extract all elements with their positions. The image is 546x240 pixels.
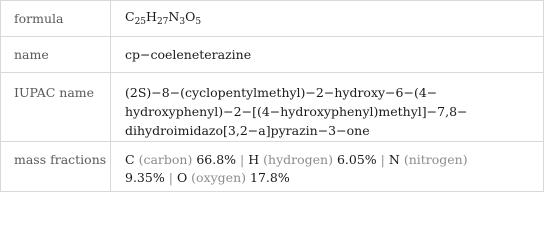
element-percent: 66.8% (196, 152, 237, 167)
table-row-name (1, 37, 544, 73)
iupac-line: (2S)−8−(cyclopentylmethyl)−2−hydroxy−6−(4− (125, 85, 438, 100)
mass-fractions-line-2 (125, 169, 535, 187)
element-percent: 17.8% (250, 170, 290, 185)
table-row-formula (1, 1, 544, 37)
row-label: formula (1, 1, 111, 37)
iupac-line: hydroxyphenyl)−2−[(4−hydroxyphenyl)methyl]−7,8− (125, 104, 468, 119)
row-label: name (1, 37, 111, 73)
iupac-line: dihydroimidazo[3,2−a]pyrazin−3−one (125, 123, 370, 138)
element-symbol: N (388, 152, 400, 167)
row-label: mass fractions (1, 142, 111, 192)
element-percent: 9.35% (125, 170, 165, 185)
table-row-iupac-name (1, 73, 544, 142)
formula-subscript: 27 (156, 17, 169, 27)
element-symbol: C (125, 152, 135, 167)
element-percent: 6.05% (336, 152, 377, 167)
separator: | (380, 152, 385, 167)
formula-subscript: 5 (195, 17, 202, 27)
row-label: IUPAC name (1, 73, 111, 142)
element-name: (oxygen) (191, 170, 247, 185)
separator: | (168, 170, 173, 185)
formula-value (111, 1, 544, 37)
element-name: (hydrogen) (263, 152, 333, 167)
formula-symbol: O (185, 9, 196, 24)
mass-fractions-line-1 (125, 151, 535, 169)
table-row-mass-fractions (1, 142, 544, 192)
element-symbol: H (248, 152, 260, 167)
element-name: (carbon) (138, 152, 193, 167)
mass-fractions-value (111, 142, 544, 192)
separator: | (240, 152, 245, 167)
formula-symbol: H (146, 9, 157, 24)
formula-subscript: 3 (179, 17, 186, 27)
name-value: cp−coeleneterazine (111, 37, 544, 73)
iupac-name-value (111, 73, 544, 142)
element-symbol: O (176, 170, 188, 185)
element-name: (nitrogen) (403, 152, 468, 167)
formula-subscript: 25 (134, 17, 147, 27)
formula-symbol: N (168, 9, 180, 24)
formula-symbol: C (125, 9, 135, 24)
